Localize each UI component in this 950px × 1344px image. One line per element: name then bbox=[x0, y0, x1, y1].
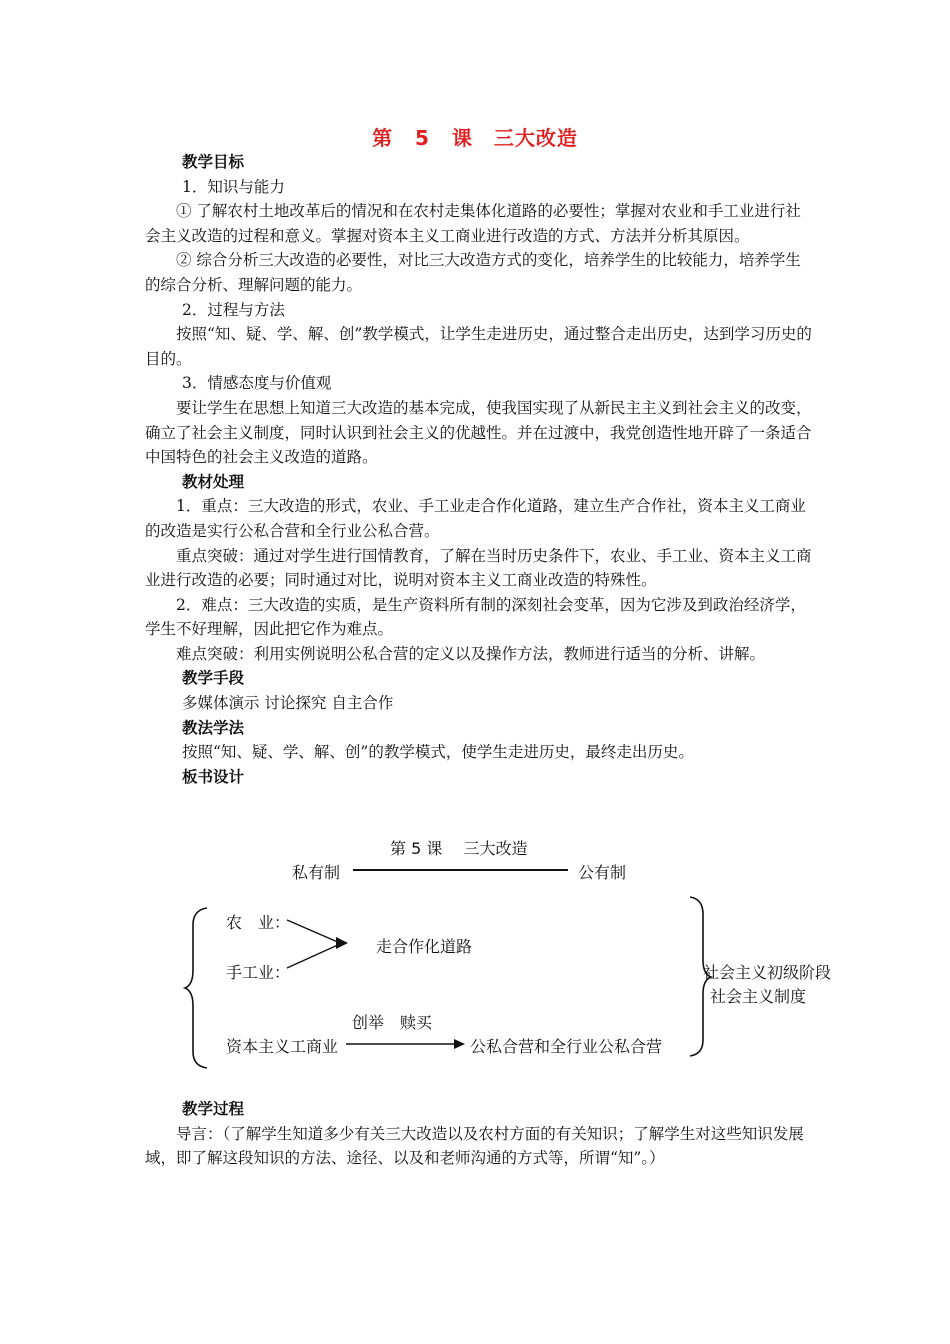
goal2-heading: 2．过程与方法 bbox=[182, 300, 285, 319]
document-body bbox=[145, 150, 815, 789]
joint-venture-label: 公私合营和全行业公私合营 bbox=[470, 1037, 663, 1056]
capitalist-arrowhead bbox=[454, 1039, 465, 1049]
method-paragraph: 按照“知、疑、学、解、创”的教学模式，使学生走进历史，最终走出历史。 bbox=[182, 743, 694, 762]
agriculture-label: 农 业： bbox=[226, 913, 291, 932]
goal3-heading: 3．情感态度与价值观 bbox=[182, 374, 332, 393]
diagram-title: 第 5 课 三大改造 bbox=[390, 839, 528, 858]
handicraft-line bbox=[287, 944, 340, 968]
material-paragraph-3: 2．难点：三大改造的实质，是生产资料所有制的深刻社会变革，因为它涉及到政治经济学，学生不好理解，因此把它作为难点。 bbox=[145, 595, 806, 639]
cooperative-label: 走合作化道路 bbox=[376, 937, 473, 956]
left-brace bbox=[185, 908, 207, 1068]
page-title: 第 5 课 三大改造 bbox=[372, 126, 578, 150]
goal1-paragraph-1: ① 了解农村土地改革后的情况和在农村走集体化道路的必要性；掌握对农业和手工业进行社会主义改造的过程和意义。掌握对资本主义工商业进行改造的方式、方法并分析其原因。 bbox=[145, 202, 801, 245]
socialism-primary-stage-label: 社会主义初级阶段 bbox=[703, 963, 832, 982]
process-section bbox=[145, 1097, 815, 1171]
process-paragraph: 导言：（了解学生知道多少有关三大改造以及农村方面的有关知识；了解学生对这些知识发展域，即了解这段知识的方法、途径、以及和老师沟通的方式等，所谓“知”。） bbox=[145, 1124, 804, 1168]
method-heading: 教法学法 bbox=[182, 718, 245, 737]
goals-heading: 教学目标 bbox=[182, 153, 245, 171]
methods-label: 创举 赎买 bbox=[352, 1013, 433, 1032]
capitalist-label: 资本主义工商业 bbox=[226, 1037, 339, 1056]
board-heading: 板书设计 bbox=[182, 767, 245, 786]
goal3-paragraph: 要让学生在思想上知道三大改造的基本完成，使我国实现了从新民主主义到社会主义的改变，确立了社会主义制度，同时认识到社会主义的优越性。并在过渡中，我党创造性地开辟了一条适合中国特色的社会主义改造的道路。 bbox=[145, 398, 812, 467]
material-paragraph-2: 重点突破：通过对学生进行国情教育，了解在当时历史条件下，农业、手工业、资本主义工商业进行改造的必要；同时通过对比，说明对资本主义工商业改造的特殊性。 bbox=[145, 546, 812, 590]
socialist-system-label: 社会主义制度 bbox=[710, 987, 807, 1006]
means-heading: 教学手段 bbox=[182, 669, 245, 688]
board-design-diagram bbox=[0, 820, 950, 1080]
material-heading: 教材处理 bbox=[182, 472, 245, 491]
means-paragraph: 多媒体演示 讨论探究 自主合作 bbox=[182, 694, 394, 713]
agriculture-line bbox=[287, 920, 340, 943]
material-paragraph-1: 1．重点：三大改造的形式，农业、手工业走合作化道路，建立生产合作社，资本主义工商业的改造是实行公私合营和全行业公私合营。 bbox=[145, 497, 806, 540]
goal1-paragraph-2: ② 综合分析三大改造的必要性，对比三大改造方式的变化，培养学生的比较能力，培养学生的综合分析、理解问题的能力。 bbox=[145, 251, 801, 294]
public-ownership-label: 公有制 bbox=[578, 863, 627, 882]
converge-arrowhead bbox=[336, 937, 348, 949]
process-heading: 教学过程 bbox=[182, 1100, 245, 1118]
material-paragraph-4: 难点突破：利用实例说明公私合营的定义以及操作方法，教师进行适当的分析、讲解。 bbox=[176, 644, 766, 663]
goal1-heading: 1．知识与能力 bbox=[182, 177, 285, 196]
private-ownership-label: 私有制 bbox=[292, 863, 341, 882]
goal2-paragraph: 按照“知、疑、学、解、创”教学模式，让学生走进历史，通过整合走出历史，达到学习历史的目的。 bbox=[145, 325, 812, 368]
handicraft-label: 手工业： bbox=[226, 963, 291, 982]
